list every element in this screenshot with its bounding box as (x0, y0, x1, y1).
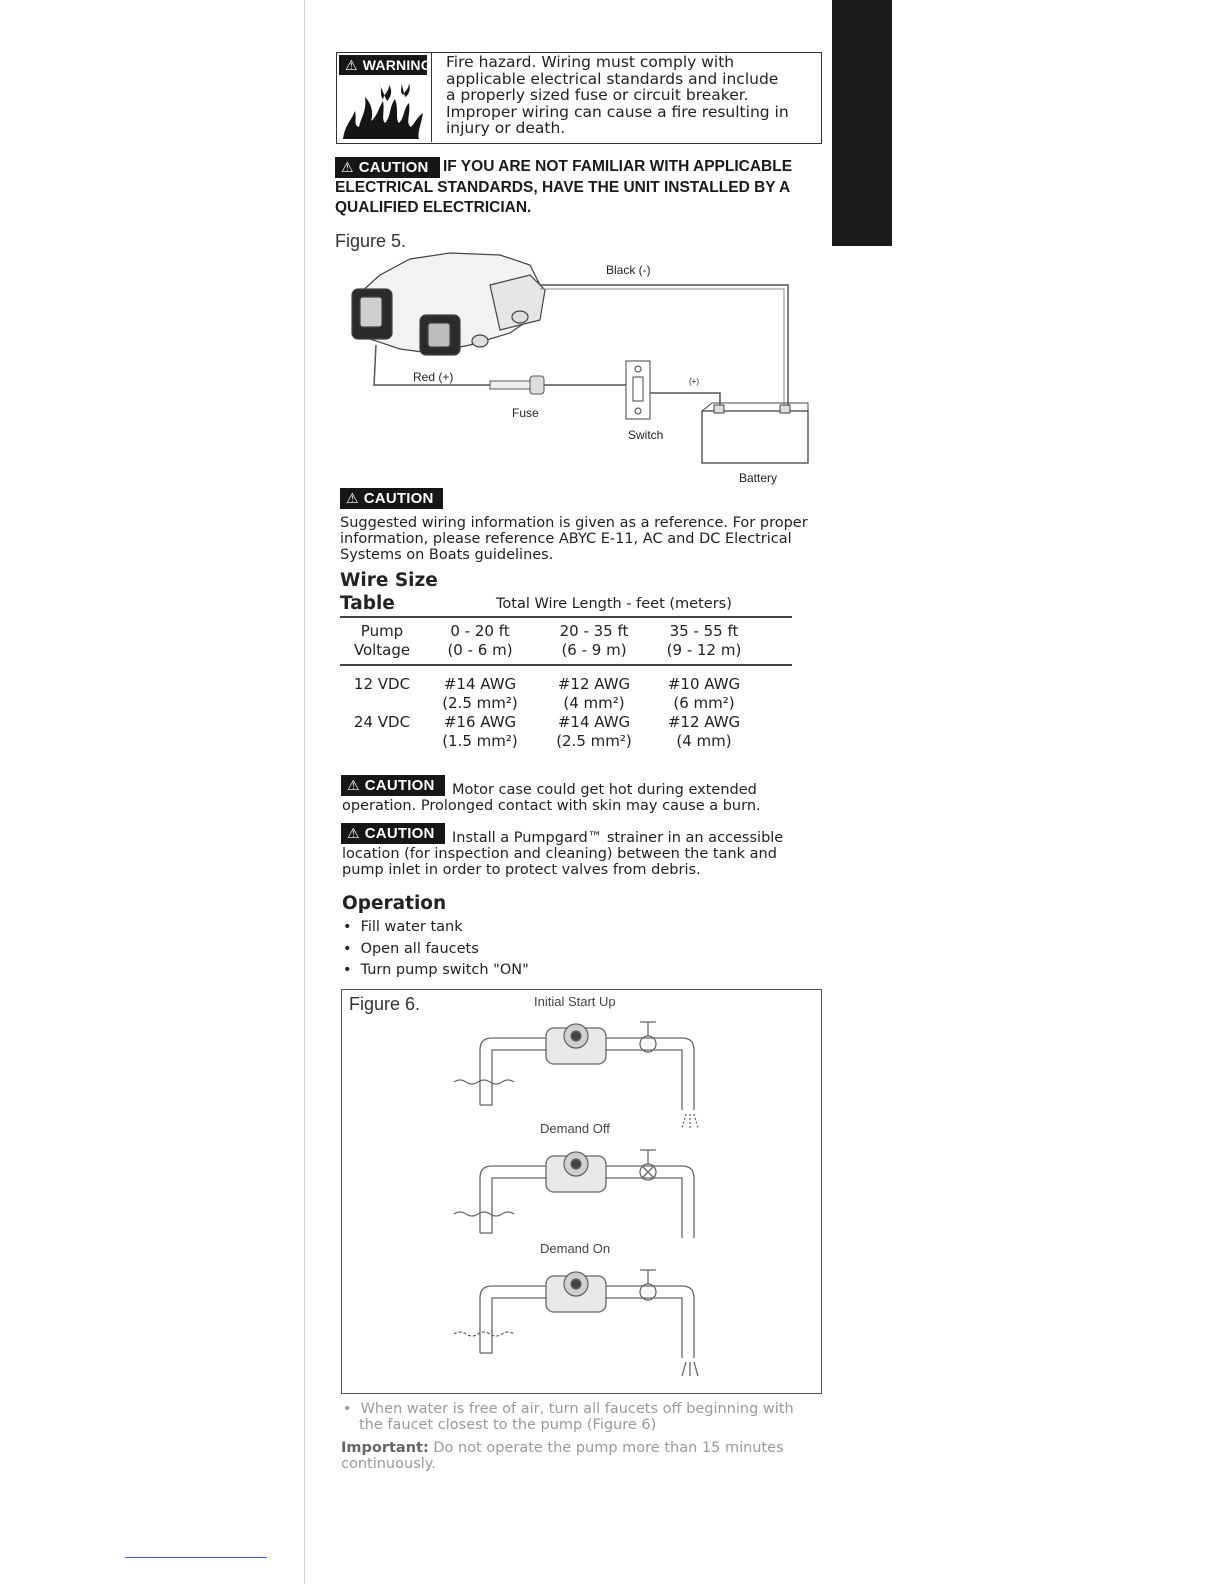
table-cell: #10 AWG (6 mm²) (667, 675, 741, 712)
label-battery: Battery (739, 471, 778, 485)
caution-electrician-text (335, 157, 815, 219)
label-switch: Switch (628, 428, 664, 442)
operation-title: Operation (342, 893, 447, 914)
stage-label: Demand On (540, 1241, 611, 1256)
cell-voltage: 24 VDC (353, 713, 411, 731)
warning-icon-panel (337, 53, 432, 142)
caution-strainer-text (342, 830, 822, 878)
stage-label: Initial Start Up (534, 994, 616, 1009)
important-note (341, 1440, 821, 1472)
footer-line: When water is free of air, turn all faucets off beginning with (360, 1401, 794, 1417)
section-tab-marker (832, 0, 892, 246)
flame-icon (339, 77, 427, 141)
cell-voltage: 12 VDC (353, 675, 411, 693)
pump-illustration (352, 253, 545, 355)
wire-table-title: Table (340, 593, 395, 614)
list-item: • Turn pump switch "ON" (343, 960, 529, 982)
caution-line: Suggested wiring information is given as a reference. For proper (340, 515, 808, 531)
caution-line: Motor case could get hot during extended (452, 782, 757, 798)
table-cell: #14 AWG (2.5 mm²) (556, 713, 632, 750)
caution-line: Install a Pumpgard™ strainer in an accessible (452, 830, 784, 846)
stage-label: Demand Off (540, 1121, 610, 1136)
caution-badge-label: CAUTION (358, 159, 429, 176)
caution-line: information, please reference ABYC E-11, AC and DC Electrical (340, 531, 792, 547)
important-label: Important: (341, 1440, 429, 1456)
caution-line: pump inlet in order to protect valves from debris. (342, 862, 701, 878)
caution-line: location (for inspection and cleaning) between the tank and (342, 846, 777, 862)
page-edge-line (304, 0, 305, 1584)
table-cell: #16 AWG (1.5 mm²) (442, 713, 518, 750)
warning-text (446, 54, 816, 137)
caution-badge-label: CAUTION (364, 777, 435, 794)
bottom-rule (125, 1557, 267, 1558)
header-col1: 0 - 20 ft (0 - 6 m) (447, 622, 513, 659)
caution-line: IF YOU ARE NOT FAMILIAR WITH APPLICABLE (443, 158, 793, 175)
warning-box (336, 52, 822, 144)
wire-size-table (340, 616, 756, 751)
figure6-title: Figure 6. (349, 994, 421, 1014)
warning-line: Improper wiring can cause a fire resulting in (446, 102, 789, 121)
caution-line: ELECTRICAL STANDARDS, HAVE THE UNIT INSTALLED BY A (335, 178, 791, 196)
table-row (340, 660, 756, 713)
table-header-row (340, 616, 756, 660)
figure5-title: Figure 5. (335, 231, 407, 251)
stage-initial (454, 1022, 698, 1128)
warning-triangle-icon: ⚠ (345, 56, 358, 73)
list-item: • Fill water tank (343, 917, 529, 939)
caution-reference-text (340, 515, 820, 563)
label-black-wire: Black (-) (606, 263, 651, 277)
header-col3: 35 - 55 ft (9 - 12 m) (666, 622, 742, 659)
label-red-wire: Red (+) (413, 370, 454, 384)
stage-demand-on (454, 1270, 698, 1376)
important-line: continuously. (341, 1456, 436, 1472)
table-cell: #12 AWG (4 mm²) (557, 675, 631, 712)
stage-demand-off (454, 1150, 694, 1238)
footer-bullet: • When water is free of air, turn all faucets off beginning with the faucet closest to the pump (Figure 6) (343, 1401, 823, 1433)
important-line: Do not operate the pump more than 15 minutes (433, 1440, 784, 1456)
warning-line: a properly sized fuse or circuit breaker. (446, 86, 749, 105)
header-pump-voltage: Pump Voltage (353, 622, 411, 659)
label-fuse: Fuse (512, 406, 539, 420)
warning-line: Fire hazard. Wiring must comply with (446, 53, 735, 71)
warning-triangle-icon: ⚠ (346, 490, 359, 506)
wire-table-header: Total Wire Length - feet (meters) (496, 596, 732, 612)
table-cell: #14 AWG (2.5 mm²) (442, 675, 518, 712)
warning-line: injury or death. (446, 119, 566, 138)
pump-stages-diagram (450, 1010, 710, 1390)
caution-badge (340, 488, 443, 509)
caution-motor-text (342, 782, 822, 814)
caution-line: QUALIFIED ELECTRICIAN. (335, 199, 532, 216)
wire-table-title: Wire Size (340, 570, 438, 591)
table-cell: #12 AWG (4 mm) (667, 713, 741, 750)
warning-line: applicable electrical standards and include (446, 69, 779, 88)
warning-badge-label: WARNING (362, 57, 432, 73)
header-col2: 20 - 35 ft (6 - 9 m) (559, 622, 629, 659)
warning-triangle-icon: ⚠ (347, 825, 360, 841)
caution-badge-label: CAUTION (364, 825, 435, 842)
warning-triangle-icon: ⚠ (341, 159, 354, 175)
label-positive: (+) (689, 377, 699, 386)
warning-triangle-icon: ⚠ (347, 777, 360, 793)
caution-badge-label: CAUTION (363, 490, 434, 507)
caution-line: operation. Prolonged contact with skin may cause a burn. (342, 798, 761, 814)
warning-badge (339, 55, 432, 75)
list-item: • Open all faucets (343, 939, 529, 961)
wiring-diagram (340, 245, 820, 475)
table-row (340, 713, 756, 751)
operation-steps (343, 917, 529, 982)
caution-line: Systems on Boats guidelines. (340, 547, 554, 563)
footer-line: the faucet closest to the pump (Figure 6) (359, 1417, 657, 1433)
